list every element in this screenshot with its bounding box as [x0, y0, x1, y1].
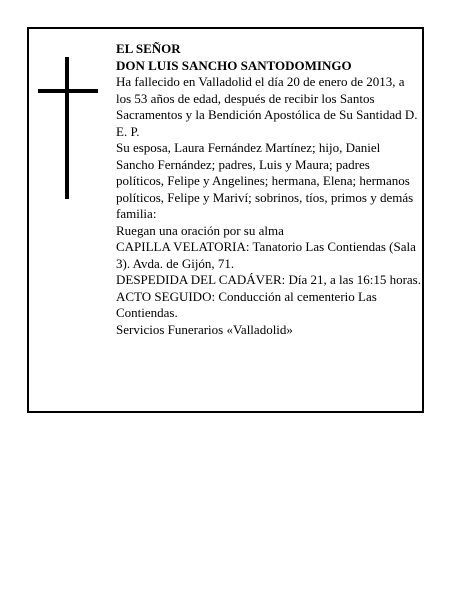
cross-icon: [38, 57, 98, 199]
prayer-request: Ruegan una oración por su alma: [116, 222, 284, 238]
death-announcement: Ha fallecido en Valladolid el día 20 de enero de 2013, a los 53 años de edad, después de recibir los Santos Sacramentos y la Bendición Apostólica de Su Santidad D. E. P.: [116, 74, 418, 139]
funeral-services: Servicios Funerarios «Valladolid»: [116, 321, 293, 337]
obituary-text: [116, 41, 421, 338]
family-list: Su esposa, Laura Fernández Martínez; hijo, Daniel Sancho Fernández; padres, Luis y Maura; padres políticos, Felipe y Angelines; hermana, Elena; hermanos políticos, Felipe y Mariví; sobrinos, tíos, primos y demás familia:: [116, 140, 414, 221]
deceased-name: DON LUIS SANCHO SANTODOMINGO: [116, 57, 352, 73]
procession-info: ACTO SEGUIDO: Conducción al cementerio Las Contiendas.: [116, 288, 377, 320]
notice-title: EL SEÑOR: [116, 41, 181, 56]
farewell-info: DESPEDIDA DEL CADÁVER: Día 21, a las 16:15 horas.: [116, 272, 421, 287]
obituary-notice: [27, 27, 424, 413]
wake-chapel-info: CAPILLA VELATORIA: Tanatorio Las Contiendas (Sala 3). Avda. de Gijón, 71.: [116, 239, 416, 271]
